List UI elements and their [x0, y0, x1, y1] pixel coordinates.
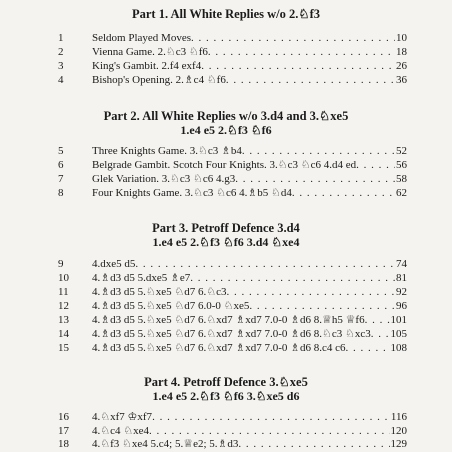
toc-entry[interactable] — [0, 186, 452, 200]
entry-number: 5 — [58, 145, 64, 157]
entry-page: 56 — [396, 159, 407, 171]
dot-leader — [292, 186, 395, 200]
entry-title: King's Gambit. 2.f4 exf4 — [92, 60, 202, 72]
entry-number: 2 — [58, 46, 64, 58]
dot-leader — [191, 31, 395, 45]
entry-number: 16 — [58, 411, 69, 423]
dot-leader — [226, 285, 395, 299]
entry-number: 10 — [58, 272, 69, 284]
part-4-title: Part 4. Petroff Defence 3.♘xe5 — [144, 375, 308, 389]
entry-number: 1 — [58, 32, 64, 44]
entry-title: 4.♗d3 d5 5.♘xe5 ♘d7 6.♘c3 — [92, 286, 227, 298]
dot-leader — [238, 437, 389, 451]
toc-entry[interactable] — [0, 73, 452, 87]
entry-number: 12 — [58, 300, 69, 312]
entry-number: 13 — [58, 314, 69, 326]
entry-title: Four Knights Game. 3.♘c3 ♘c6 4.♗b5 ♘d4 — [92, 187, 292, 199]
toc-entry[interactable] — [0, 424, 452, 438]
entry-page: 62 — [396, 187, 407, 199]
entry-title: Seldom Played Moves — [92, 32, 191, 44]
entry-title: 4.♗d3 d5 5.dxe5 ♗e7 — [92, 272, 191, 284]
toc-entry[interactable] — [0, 144, 452, 158]
part-3-title: Part 3. Petroff Defence 3.d4 — [152, 221, 300, 235]
toc-entry[interactable] — [0, 257, 452, 271]
toc-entry[interactable] — [0, 327, 452, 341]
dot-leader — [226, 73, 395, 87]
toc-entry[interactable] — [0, 410, 452, 424]
entry-page: 108 — [390, 342, 407, 354]
toc-entry[interactable] — [0, 341, 452, 355]
dot-leader — [149, 424, 390, 438]
entry-page: 58 — [396, 173, 407, 185]
entry-number: 4 — [58, 74, 64, 86]
part-3-subtitle: 1.e4 e5 2.♘f3 ♘f6 3.d4 ♘xe4 — [152, 235, 300, 249]
entry-number: 15 — [58, 342, 69, 354]
entry-page: 74 — [396, 258, 407, 270]
dot-leader — [235, 172, 395, 186]
dot-leader — [208, 45, 395, 59]
entry-title: 4.♗d3 d5 5.♘xe5 ♘d7 6.♘xd7 ♗xd7 7.0-0 ♗d6 8.♕h5 ♕f6 — [92, 314, 365, 326]
entry-page: 26 — [396, 60, 407, 72]
entry-page: 120 — [390, 425, 407, 437]
entry-number: 3 — [58, 60, 64, 72]
entry-number: 14 — [58, 328, 69, 340]
toc-entry[interactable] — [0, 285, 452, 299]
entry-number: 7 — [58, 173, 64, 185]
dot-leader — [365, 313, 390, 327]
dot-leader — [249, 299, 395, 313]
entry-number: 6 — [58, 159, 64, 171]
entry-page: 36 — [396, 74, 407, 86]
entry-page: 96 — [396, 300, 407, 312]
entry-page: 18 — [396, 46, 407, 58]
entry-page: 101 — [390, 314, 407, 326]
dot-leader — [371, 327, 390, 341]
toc-entry[interactable] — [0, 271, 452, 285]
entry-title: 4.♗d3 d5 5.♘xe5 ♘d7 6.0-0 ♘xe5 — [92, 300, 250, 312]
part-4-subtitle: 1.e4 e5 2.♘f3 ♘f6 3.♘xe5 d6 — [152, 389, 300, 403]
entry-number: 18 — [58, 438, 69, 450]
toc-entry[interactable] — [0, 313, 452, 327]
toc-entry[interactable] — [0, 437, 452, 451]
entry-page: 129 — [390, 438, 407, 450]
entry-title: 4.♗d3 d5 5.♘xe5 ♘d7 6.♘xd7 ♗xd7 7.0-0 ♗d6 8.c4 c6 — [92, 342, 346, 354]
entry-title: Bishop's Opening. 2.♗c4 ♘f6 — [92, 74, 226, 86]
part-2-title: Part 2. All White Replies w/o 3.d4 and 3.♘xe5 — [103, 109, 349, 123]
entry-number: 8 — [58, 187, 64, 199]
entry-title: 4.♘c4 ♘xe4 — [92, 425, 149, 437]
part-1-title: Part 1. All White Replies w/o 2.♘f3 — [131, 7, 321, 21]
entry-number: 11 — [58, 286, 69, 298]
toc-entry[interactable] — [0, 172, 452, 186]
entry-page: 105 — [390, 328, 407, 340]
entry-number: 9 — [58, 258, 64, 270]
entry-page: 116 — [390, 411, 407, 423]
toc-entry[interactable] — [0, 59, 452, 73]
entry-page: 92 — [396, 286, 407, 298]
entry-page: 81 — [396, 272, 407, 284]
entry-title: 4.dxe5 d5 — [92, 258, 136, 270]
entry-title: Vienna Game. 2.♘c3 ♘f6 — [92, 46, 208, 58]
toc-entry[interactable] — [0, 31, 452, 45]
entry-number: 17 — [58, 425, 69, 437]
dot-leader — [152, 410, 390, 424]
dot-leader — [242, 144, 395, 158]
dot-leader — [356, 158, 395, 172]
entry-title: 4.♗d3 d5 5.♘xe5 ♘d7 6.♘xd7 ♗xd7 7.0-0 ♗d6 8.♘c3 ♘xc3 — [92, 328, 371, 340]
toc-entry[interactable] — [0, 45, 452, 59]
dot-leader — [201, 59, 395, 73]
entry-page: 52 — [396, 145, 407, 157]
part-2-subtitle: 1.e4 e5 2.♘f3 ♘f6 — [180, 123, 272, 137]
entry-title: 4.♘xf7 ♔xf7 — [92, 411, 153, 423]
entry-title: Glek Variation. 3.♘c3 ♘c6 4.g3 — [92, 173, 236, 185]
toc-entry[interactable] — [0, 299, 452, 313]
dot-leader — [345, 341, 389, 355]
entry-title: 4.♘f3 ♘xe4 5.c4; 5.♕e2; 5.♗d3 — [92, 438, 239, 450]
dot-leader — [190, 271, 395, 285]
entry-page: 10 — [396, 32, 407, 44]
entry-title: Three Knights Game. 3.♘c3 ♗b4 — [92, 145, 242, 157]
entry-title: Belgrade Gambit. Scotch Four Knights. 3.♘c3 ♘c6 4.d4 ed — [92, 159, 357, 171]
toc-entry[interactable] — [0, 158, 452, 172]
dot-leader — [135, 257, 395, 271]
